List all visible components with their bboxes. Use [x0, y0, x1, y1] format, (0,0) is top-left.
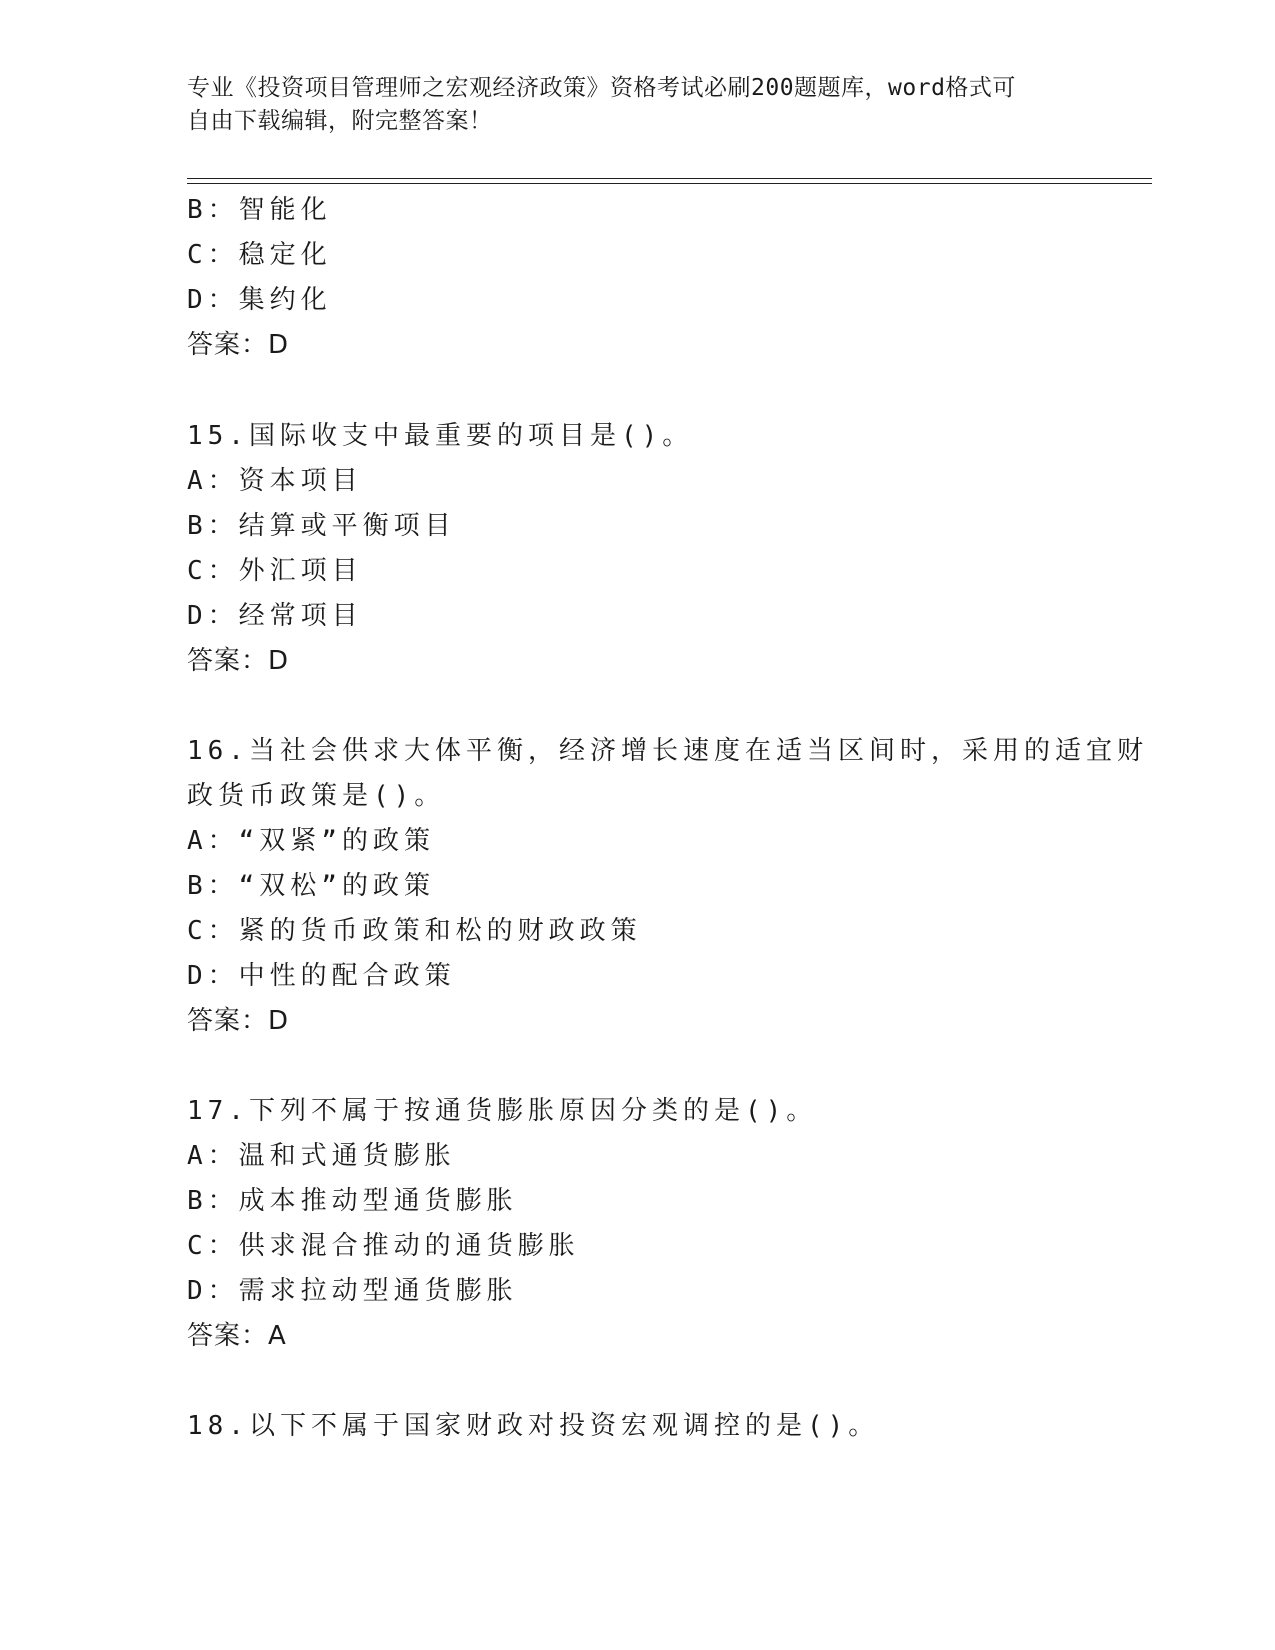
- q14-option-d: D：集约化: [187, 285, 332, 315]
- q15-option-c: C：外汇项目: [187, 556, 363, 586]
- header-rule-bottom: [187, 183, 1152, 184]
- document-header: [187, 72, 1087, 138]
- q18-question: 18.以下不属于国家财政对投资宏观调控的是()。: [187, 1411, 880, 1441]
- q15-question: 15.国际收支中最重要的项目是()。: [187, 421, 694, 451]
- q15-answer: 答案：D: [187, 646, 290, 676]
- header-line-1: 专业《投资项目管理师之宏观经济政策》资格考试必刷200题题库，word格式可: [187, 75, 1016, 101]
- header-line-2: 自由下载编辑，附完整答案！: [187, 108, 493, 134]
- q16-option-a: A：“双紧”的政策: [187, 826, 435, 856]
- q17-option-d: D：需求拉动型通货膨胀: [187, 1276, 518, 1306]
- q17-question: 17.下列不属于按通货膨胀原因分类的是()。: [187, 1096, 818, 1126]
- q16-option-c: C：紧的货币政策和松的财政政策: [187, 916, 642, 946]
- q17-option-a: A：温和式通货膨胀: [187, 1141, 456, 1171]
- q16-question-line-1: 16.当社会供求大体平衡，经济增长速度在适当区间时，采用的适宜财: [187, 736, 1148, 766]
- q16-option-b: B：“双松”的政策: [187, 871, 435, 901]
- q15-option-d: D：经常项目: [187, 601, 363, 631]
- q17-option-b: B：成本推动型通货膨胀: [187, 1186, 518, 1216]
- q15-option-a: A：资本项目: [187, 466, 363, 496]
- q14-option-c: C：稳定化: [187, 240, 332, 270]
- header-rule-top: [187, 178, 1152, 179]
- q14-answer: 答案：D: [187, 330, 290, 360]
- q17-answer: 答案：A: [187, 1321, 287, 1351]
- q14-option-b: B：智能化: [187, 195, 332, 225]
- q15-option-b: B：结算或平衡项目: [187, 511, 456, 541]
- q16-question-line-2: 政货币政策是()。: [187, 781, 446, 811]
- q17-option-c: C：供求混合推动的通货膨胀: [187, 1231, 580, 1261]
- q16-answer: 答案：D: [187, 1006, 290, 1036]
- q16-option-d: D：中性的配合政策: [187, 961, 456, 991]
